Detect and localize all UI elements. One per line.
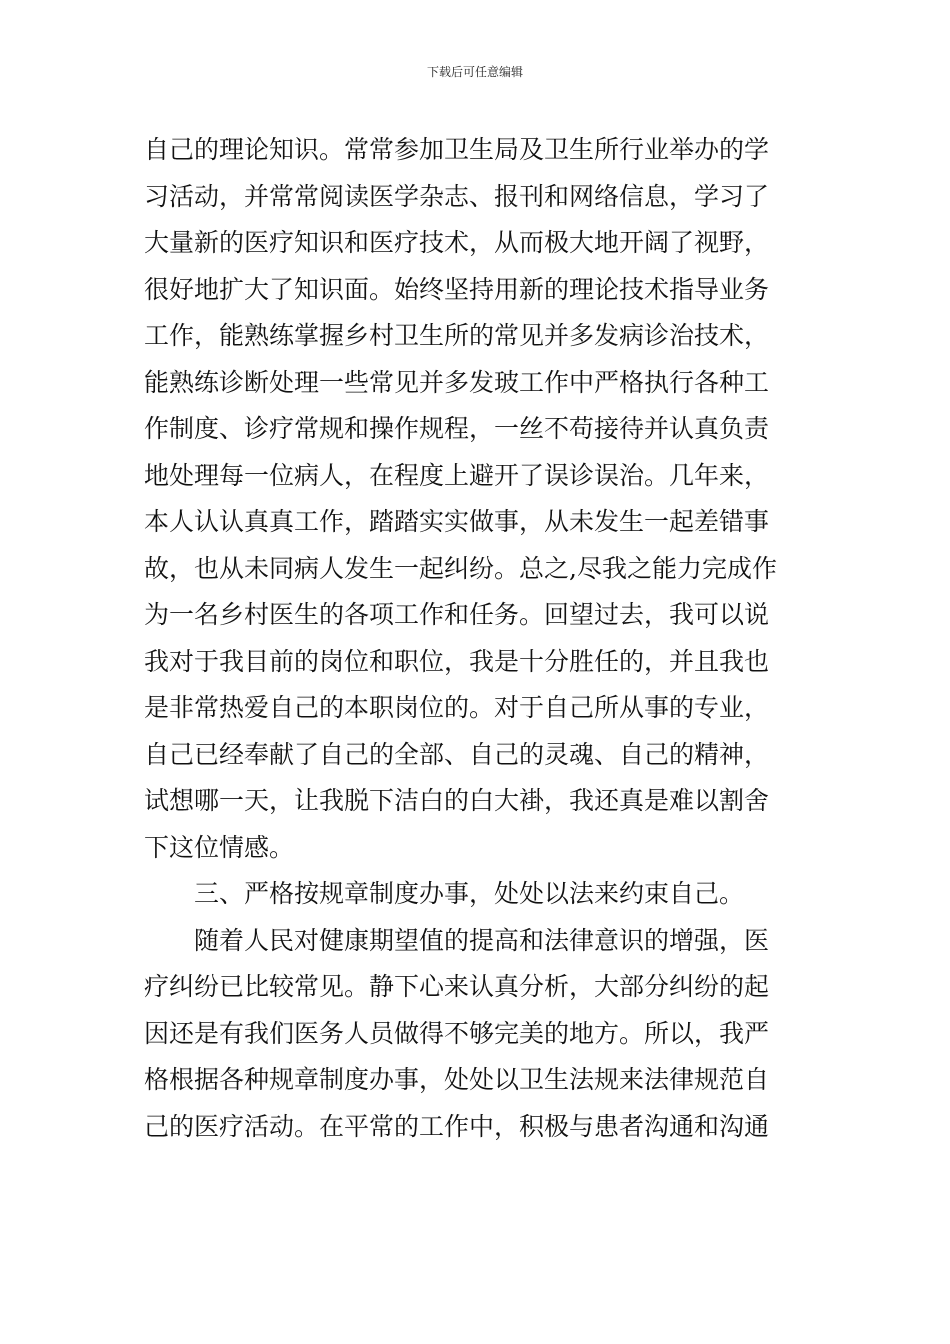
section-heading: 三、严格按规章制度办事，处处以法来约束自己。	[194, 879, 745, 908]
text-line: 故，也从未同病人发生一起纠纷。总之,尽我之能力完成作	[144, 553, 777, 583]
text-line: 我对于我目前的岗位和职位，我是十分胜任的，并且我也	[144, 646, 770, 676]
text-line: 本人认认真真工作，踏踏实实做事，从未发生一起差错事	[144, 507, 770, 536]
text-line: 为一名乡村医生的各项工作和任务。回望过去，我可以说	[144, 600, 770, 629]
text-line: 疗纠纷已比较常见。静下心来认真分析，大部分纠纷的起	[144, 972, 770, 1001]
text-line: 能熟练诊断处理一些常见并多发玻工作中严格执行各种工	[144, 367, 770, 397]
text-line: 大量新的医疗知识和医疗技术，从而极大地开阔了视野，	[144, 228, 770, 257]
text-line: 自己的理论知识。常常参加卫生局及卫生所行业举办的学	[144, 135, 770, 164]
text-line: 己的医疗活动。在平常的工作中，积极与患者沟通和沟通	[144, 1111, 770, 1141]
page-header: 下载后可任意编辑	[426, 65, 523, 79]
paragraph-first-line: 随着人民对健康期望值的提高和法律意识的增强，医	[194, 925, 770, 955]
text-line: 地处理每一位病人，在程度上避开了误诊误治。几年来，	[144, 460, 770, 490]
text-line: 下这位情感。	[144, 832, 295, 862]
text-line: 因还是有我们医务人员做得不够完美的地方。所以，我严	[144, 1018, 770, 1048]
text-line: 格根据各种规章制度办事，处处以卫生法规来法律规范自	[144, 1065, 770, 1094]
document-body	[144, 127, 809, 1150]
text-line: 试想哪一天，让我脱下洁白的白大褂，我还真是难以割舍	[144, 786, 770, 815]
text-line: 是非常热爱自己的本职岗位的。对于自己所从事的专业，	[144, 693, 770, 722]
text-line: 自己已经奉献了自己的全部、自己的灵魂、自己的精神，	[144, 739, 770, 769]
text-line: 作制度、诊疗常规和操作规程，一丝不苟接待并认真负责	[144, 414, 770, 443]
text-line: 习活动，并常常阅读医学杂志、报刊和网络信息，学习了	[144, 181, 770, 211]
text-line: 很好地扩大了知识面。始终坚持用新的理论技术指导业务	[144, 274, 770, 304]
text-line: 工作，能熟练掌握乡村卫生所的常见并多发病诊治技术，	[144, 321, 770, 350]
